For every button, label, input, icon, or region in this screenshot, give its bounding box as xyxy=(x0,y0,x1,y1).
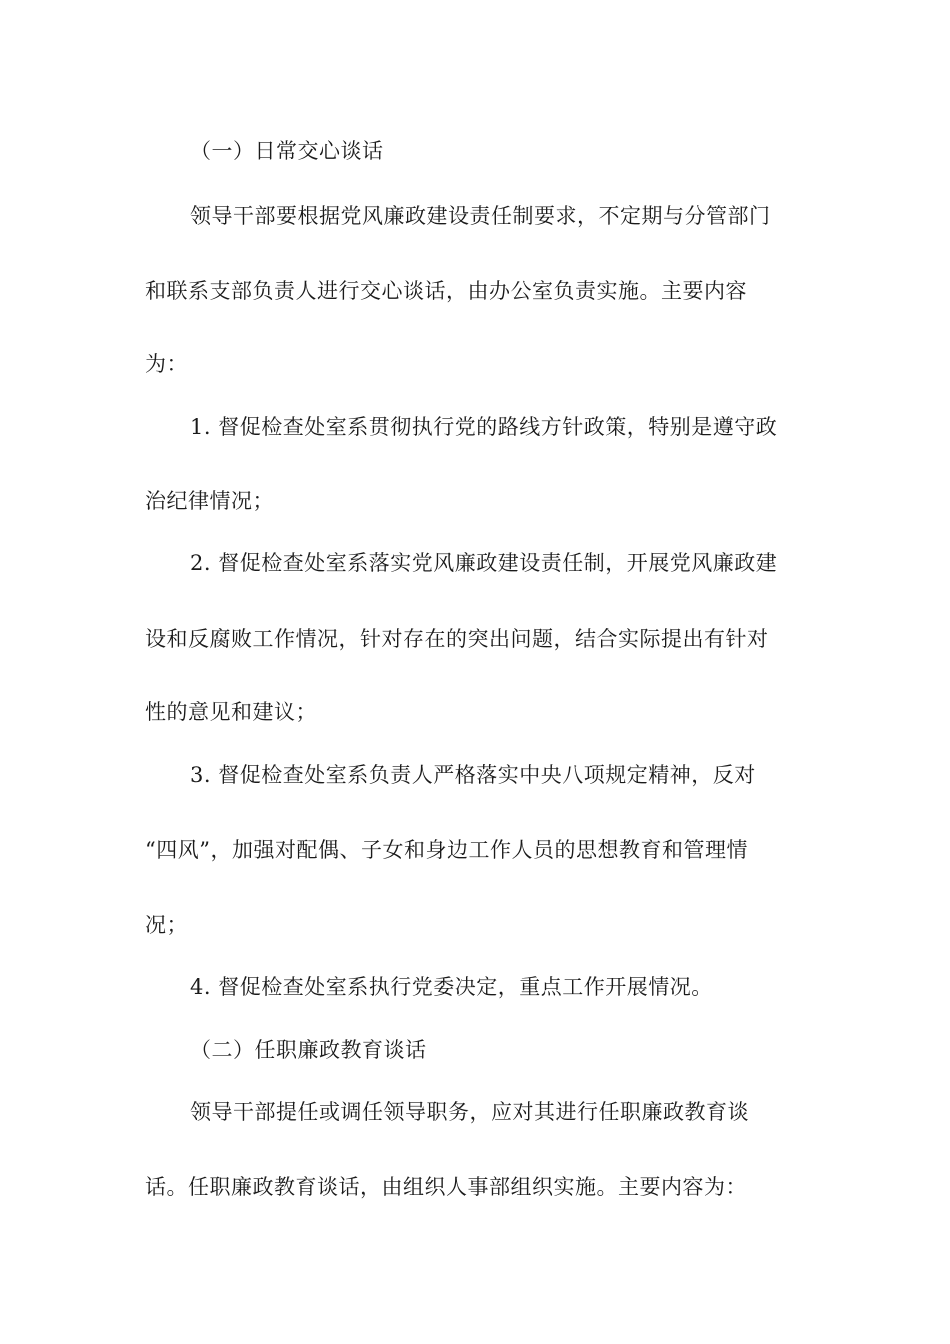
list-item-line: 4. 督促检查处室系执行党委决定，重点工作开展情况。 xyxy=(190,975,713,999)
section-heading: （二）任职廉政教育谈话 xyxy=(190,1038,427,1062)
list-item-line: 2. 督促检查处室系落实党风廉政建设责任制，开展党风廉政建 xyxy=(190,551,778,575)
paragraph-line: 领导干部提任或调任领导职务，应对其进行任职廉政教育谈 xyxy=(190,1100,749,1124)
section-heading: （一）日常交心谈话 xyxy=(190,139,384,163)
list-item-line: 况； xyxy=(145,913,188,937)
list-item-line: “四风”，加强对配偶、子女和身边工作人员的思想教育和管理情 xyxy=(145,838,748,862)
list-item-line: 设和反腐败工作情况，针对存在的突出问题，结合实际提出有针对 xyxy=(145,627,769,651)
paragraph-line: 话。任职廉政教育谈话，由组织人事部组织实施。主要内容为： xyxy=(145,1175,747,1199)
list-item-line: 3. 督促检查处室系负责人严格落实中央八项规定精神，反对 xyxy=(190,763,756,787)
list-item-line: 1. 督促检查处室系贯彻执行党的路线方针政策，特别是遵守政 xyxy=(190,415,778,439)
paragraph-line: 为： xyxy=(145,352,188,376)
list-item-line: 治纪律情况； xyxy=(145,489,274,513)
paragraph-line: 领导干部要根据党风廉政建设责任制要求，不定期与分管部门 xyxy=(190,204,771,228)
list-item-line: 性的意见和建议； xyxy=(145,700,317,724)
paragraph-line: 和联系支部负责人进行交心谈话，由办公室负责实施。主要内容 xyxy=(145,279,747,303)
